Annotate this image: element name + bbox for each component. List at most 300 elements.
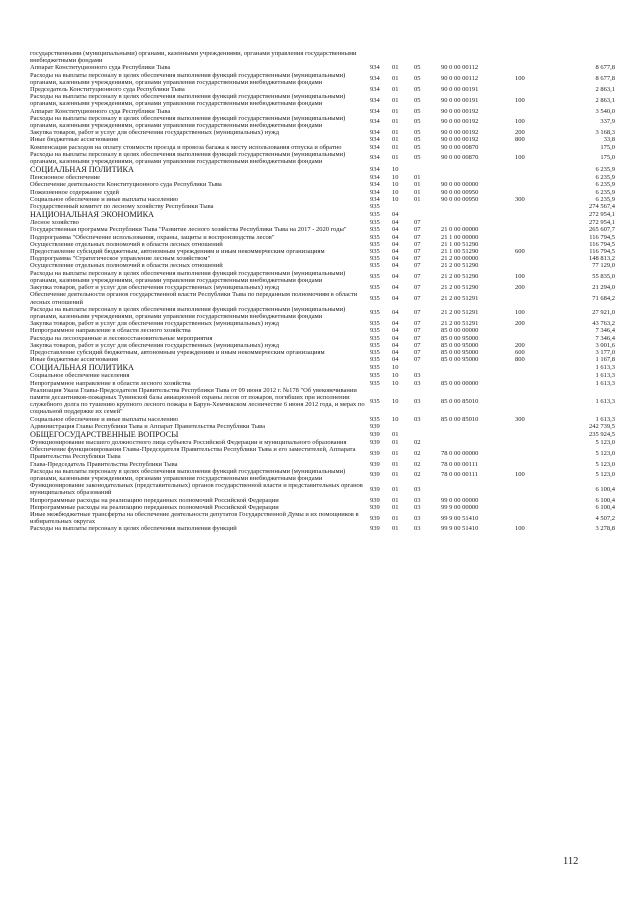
table-row [30,241,615,248]
row-name: Государственная программа Республики Тыва "Развитие лесного хозяйства Республики Тыва на 2017 - 2020 годы" [30,226,347,234]
target-article: 90 0 00 00191 [441,86,479,94]
subsection-code: 07 [414,327,421,335]
amount: 5 123,0 [595,438,615,446]
table-row [30,525,615,532]
target-article: 21 0 00 00000 [441,226,479,234]
dept-code: 935 [370,203,380,211]
table-row [30,511,615,525]
section-code: 10 [392,166,399,174]
amount: 6 235,9 [595,166,615,174]
subsection-code: 05 [414,64,421,72]
section-code: 01 [392,449,399,457]
dept-code: 939 [370,460,380,468]
expense-type [515,181,551,188]
table-row [30,248,615,255]
amount: 7 346,4 [595,334,615,342]
target-article: 85 0 00 95000 [441,341,479,349]
target-article [441,174,515,181]
dept-code: 935 [370,262,380,270]
dept-code: 935 [370,397,380,405]
expense-type [515,291,551,305]
table-row [30,226,615,233]
table-row [30,196,615,203]
section-code: 04 [392,294,399,302]
amount: 6 235,9 [595,195,615,203]
amount: 1 613,3 [595,397,615,405]
subsection-code: 07 [414,255,421,263]
subsection-code: 07 [414,284,421,292]
expense-type: 100 [515,471,525,479]
section-code: 01 [392,460,399,468]
dept-code: 934 [370,174,380,182]
subsection-code: 03 [414,415,421,423]
row-name: Закупка товаров, работ и услуг для обеспечения государственных (муниципальных) нужд [30,320,280,328]
amount: 1 167,8 [595,356,615,364]
target-article: 99 0 00 00000 [441,496,479,504]
section-code: 01 [392,503,399,511]
table-row [30,430,615,439]
section-code: 04 [392,320,399,328]
amount: 21 294,0 [592,284,615,292]
amount: 33,8 [603,136,615,144]
amount: 2 863,1 [595,86,615,94]
expense-type [515,234,551,241]
expense-type [515,423,551,430]
section-code: 04 [392,273,399,281]
row-name: Лесное хозяйство [30,219,79,227]
dept-code: 939 [370,514,380,522]
expense-type [515,241,551,248]
expense-type [515,86,551,93]
section-code: 10 [392,181,399,189]
target-article: 21 2 00 51291 [441,294,479,302]
dept-code: 935 [370,294,380,302]
section-code: 01 [392,143,399,151]
expense-type [515,461,551,468]
section-code: 04 [392,341,399,349]
table-row [30,270,615,284]
row-name: Социальное обеспечение населения [30,372,130,380]
dept-code: 935 [370,364,380,372]
table-row [30,497,615,504]
dept-code: 939 [370,438,380,446]
target-article: 78 0 00 00111 [441,471,478,479]
dept-code: 939 [370,471,380,479]
section-code: 01 [392,514,399,522]
dept-code: 935 [370,211,380,219]
amount: 6 235,9 [595,181,615,189]
row-name: Расходы на выплаты персоналу в целях обеспечения выполнения функций государственными (муниципальными) органами, казенными учреждениями, органами управления государственными внебюджетными фондами [30,71,346,86]
table-row [30,439,615,446]
dept-code: 935 [370,320,380,328]
subsection-code: 05 [414,107,421,115]
table-row [30,136,615,143]
expense-type: 800 [515,136,525,144]
section-code: 04 [392,356,399,364]
amount: 43 763,2 [592,320,615,328]
expense-type [515,335,551,342]
table-row [30,181,615,188]
expense-type: 200 [515,129,525,137]
table-row [30,446,615,460]
row-name: ОБЩЕГОСУДАРСТВЕННЫЕ ВОПРОСЫ [30,429,179,439]
section-code: 01 [392,471,399,479]
expense-type: 100 [515,309,525,317]
subsection-code: 07 [414,341,421,349]
dept-code: 939 [370,525,380,533]
subsection-code: 07 [414,226,421,234]
row-name: Расходы на выплаты персоналу в целях обеспечения выполнения функций государственными (муниципальными) органами, казенными учреждениями, органами управления государственными внебюджетными фондами [30,305,346,320]
amount: 265 607,7 [589,226,615,234]
amount: 242 739,5 [589,422,615,430]
subsection-code: 05 [414,129,421,137]
dept-code: 935 [370,341,380,349]
section-code: 01 [392,496,399,504]
subsection-code: 03 [414,372,421,380]
amount: 27 921,0 [592,309,615,317]
subsection-code: 01 [414,195,421,203]
section-code: 01 [392,96,399,104]
expense-type [515,210,551,219]
expense-type: 100 [515,273,525,281]
dept-code: 939 [370,496,380,504]
row-name: Государственный комитет по лесному хозяйству Республики Тыва [30,203,214,211]
row-name: Осуществление отдельных полномочий в области лесных отношений [30,240,223,248]
expense-type: 300 [515,415,525,423]
row-name: Иные межбюджетные трансферты на обеспечение деятельности депутатов Государственной Думы и их помощников в избирательных округах [30,510,359,526]
target-article [441,165,515,174]
row-name: Аппарат Конституционного суда Республики Тыва [30,64,171,72]
table-row [30,129,615,136]
amount: 175,0 [600,154,615,162]
row-name: Осуществление отдельных полномочий в области лесных отношений [30,262,223,270]
subsection-code [414,430,441,439]
section-code: 01 [392,430,399,438]
expense-type [515,430,551,439]
row-name: Закупка товаров, работ и услуг для обеспечения государственных (муниципальных) нужд [30,129,280,137]
table-row [30,210,615,219]
dept-code: 935 [370,273,380,281]
row-name: Расходы на выплаты персоналу в целях обеспечения выполнения функций [30,525,237,533]
expense-type: 600 [515,248,525,256]
amount: 5 123,0 [595,449,615,457]
expense-type [515,482,551,496]
subsection-code: 03 [414,379,421,387]
amount: 6 100,4 [595,485,615,493]
table-row [30,416,615,423]
expense-type [515,50,551,64]
dept-code [370,50,392,64]
table-row [30,50,615,64]
dept-code: 935 [370,240,380,248]
section-code: 04 [392,284,399,292]
dept-code: 934 [370,181,380,189]
section-code: 01 [392,64,399,72]
expense-type [515,189,551,196]
expense-type [515,497,551,504]
budget-page [30,50,615,533]
amount: 5 123,0 [595,460,615,468]
row-name: Расходы на выплаты персоналу в целях обеспечения выполнения функций государственными (муниципальными) органами, казенными учреждениями, органами управления государственными внебюджетными фондами [30,467,346,482]
subsection-code: 07 [414,320,421,328]
expense-type [515,327,551,334]
table-row [30,151,615,165]
target-article: 21 2 00 00000 [441,255,479,263]
table-row [30,342,615,349]
dept-code: 935 [370,248,380,256]
target-article: 99 9 00 51410 [441,514,479,522]
section-code: 04 [392,309,399,317]
expense-type [515,226,551,233]
section-code: 01 [392,86,399,94]
table-row [30,291,615,305]
subsection-code: 05 [414,96,421,104]
amount: 116 794,5 [589,248,615,256]
table-row [30,108,615,115]
amount: 3 168,3 [595,129,615,137]
table-row [30,189,615,196]
row-name: Компенсация расходов на оплату стоимости проезда и провоза багажа к месту использования отпуска и обратно [30,143,342,151]
dept-code: 935 [370,309,380,317]
section-code: 10 [392,379,399,387]
dept-code: 934 [370,86,380,94]
row-name: Расходы на выплаты персоналу в целях обеспечения выполнения функций государственными (муниципальными) органами, казенными учреждениями, органами управления государственными внебюджетными фондами [30,93,346,108]
dept-code: 934 [370,195,380,203]
row-name: Иные бюджетные ассигнования [30,356,119,364]
section-code: 04 [392,248,399,256]
table-row [30,262,615,269]
dept-code: 934 [370,136,380,144]
amount: 55 835,0 [592,273,615,281]
target-article [441,430,515,439]
target-article: 21 1 00 51290 [441,240,479,248]
section-code: 01 [392,154,399,162]
amount: 272 954,1 [589,219,615,227]
target-article [441,50,515,64]
expense-type [515,108,551,115]
section-code: 10 [392,372,399,380]
target-article: 85 0 00 00000 [441,379,479,387]
expense-type [515,174,551,181]
subsection-code: 07 [414,219,421,227]
section-code: 04 [392,327,399,335]
section-code: 10 [392,174,399,182]
table-row [30,482,615,496]
expense-type [515,144,551,151]
section-code: 04 [392,211,399,219]
target-article: 21 2 00 51290 [441,273,479,281]
expense-type: 100 [515,75,525,83]
section-code: 10 [392,195,399,203]
dept-code: 934 [370,188,380,196]
row-name: Непрограммные расходы на реализацию переданных полномочий Российской Федерации [30,503,279,511]
subsection-code: 03 [414,496,421,504]
amount: 8 677,8 [595,75,615,83]
dept-code: 934 [370,154,380,162]
target-article [441,203,515,210]
amount: 337,9 [600,118,615,126]
row-name: Подпрограмма "Стратегическое управление лесным хозяйством" [30,255,211,263]
table-row [30,86,615,93]
subsection-code [414,203,441,210]
amount: 5 123,0 [595,471,615,479]
section-code: 04 [392,219,399,227]
row-name: Социальное обеспечение и иные выплаты населению [30,415,179,423]
subsection-code: 05 [414,75,421,83]
expense-type [515,363,551,372]
target-article [441,363,515,372]
table-row [30,72,615,86]
row-name: Социальное обеспечение и иные выплаты населению [30,195,179,203]
subsection-code: 07 [414,309,421,317]
table-row [30,320,615,327]
dept-code: 934 [370,166,380,174]
row-name: Реализация Указа Главы-Председателя Правительства Республики Тыва от 09 июня 2012 г. №178 "Об увековечивании памяти десантников-пожарных Тувинской базы авиационной охраны лесов от пожаров, погибших при исполнении служебного долга по тушению крупного лесного пожара в Барун-Хемчикском лесничестве 6 июня 2012 года, и мерах по социальной поддержке их семей" [30,386,365,416]
dept-code: 934 [370,107,380,115]
expense-type: 200 [515,341,525,349]
table-row [30,93,615,107]
section-code [392,50,414,64]
section-code: 04 [392,262,399,270]
table-row [30,255,615,262]
target-article: 21 2 00 51291 [441,320,479,328]
expense-type [515,446,551,460]
subsection-code: 01 [414,174,421,182]
target-article: 90 0 00 00870 [441,154,479,162]
amount: 175,0 [600,143,615,151]
expense-type [515,372,551,379]
dept-code: 939 [370,485,380,493]
target-article: 90 0 00 00192 [441,107,479,115]
dept-code: 935 [370,372,380,380]
section-code: 01 [392,118,399,126]
target-article [441,439,515,446]
expense-type [515,387,551,416]
subsection-code [414,165,441,174]
section-code: 01 [392,107,399,115]
section-code: 01 [392,525,399,533]
dept-code: 935 [370,348,380,356]
row-name: Глава-Председатель Правительства Республики Тыва [30,460,178,468]
subsection-code [414,50,441,64]
page-number: 112 [563,856,579,867]
row-name: Закупка товаров, работ и услуг для обеспечения государственных (муниципальных) нужд [30,284,280,292]
row-name: Функционирование высшего должностного лица субъекта Российской Федерации и муниципального образования [30,438,347,446]
dept-code: 935 [370,284,380,292]
subsection-code: 05 [414,136,421,144]
target-article: 90 0 00 00000 [441,181,479,189]
amount: 6 235,9 [595,188,615,196]
target-article: 85 0 00 85010 [441,415,479,423]
dept-code: 935 [370,226,380,234]
row-name: Предоставление субсидий бюджетным, автономным учреждениям и иным некоммерческим организациям [30,248,325,256]
target-article: 21 1 00 51290 [441,248,479,256]
target-article: 99 9 00 51410 [441,525,479,533]
section-code [392,203,414,210]
expense-type [515,504,551,511]
row-name: Подпрограмма "Обеспечение использования, охраны, защиты и воспроизводства лесов" [30,233,275,241]
table-row [30,165,615,174]
section-code: 04 [392,255,399,263]
subsection-code: 02 [414,460,421,468]
table-row [30,64,615,71]
subsection-code: 02 [414,438,421,446]
section-code: 01 [392,438,399,446]
target-article: 90 0 00 00112 [441,64,479,72]
subsection-code: 05 [414,86,421,94]
section-code: 01 [392,129,399,137]
budget-table [30,50,615,533]
expense-type: 100 [515,154,525,162]
amount: 77 129,0 [592,262,615,270]
table-row [30,380,615,387]
table-row [30,234,615,241]
table-row [30,144,615,151]
section-code: 04 [392,334,399,342]
section-code: 10 [392,188,399,196]
row-name: Функционирование законодательных (представительных) органов государственной власти и представительных органов муниципальных образований [30,482,363,497]
amount: 116 794,5 [589,233,615,241]
expense-type: 300 [515,195,525,203]
table-row [30,349,615,356]
dept-code: 934 [370,75,380,83]
amount: 2 863,1 [595,96,615,104]
target-article: 90 0 00 00192 [441,136,479,144]
table-row [30,387,615,416]
row-name: Аппарат Конституционного суда Республики Тыва [30,107,171,115]
section-code: 01 [392,75,399,83]
subsection-code: 07 [414,233,421,241]
expense-type [515,165,551,174]
dept-code: 935 [370,233,380,241]
expense-type: 100 [515,525,525,533]
row-name: Непрограммное направление в области лесного хозяйства [30,327,191,335]
row-name: Иные бюджетные ассигнования [30,136,119,144]
target-article: 78 0 00 00111 [441,460,478,468]
expense-type: 200 [515,320,525,328]
dept-code: 934 [370,96,380,104]
amount: 6 100,4 [595,496,615,504]
subsection-code: 05 [414,154,421,162]
amount: 1 613,3 [595,415,615,423]
expense-type [515,262,551,269]
expense-type: 100 [515,96,525,104]
table-row [30,468,615,482]
amount: 3 001,6 [595,341,615,349]
section-code [392,423,414,430]
row-name: СОЦИАЛЬНАЯ ПОЛИТИКА [30,165,134,175]
subsection-code [414,423,441,430]
row-name: Обеспечение функционирования Главы-Председателя Правительства Республики Тыва и его заместителей, Аппарата Правительства Республики Тыва [30,446,356,461]
target-article [441,372,515,379]
subsection-code [414,210,441,219]
expense-type [515,439,551,446]
dept-code: 934 [370,64,380,72]
dept-code: 935 [370,255,380,263]
table-row [30,335,615,342]
row-name: Расходы на лесоохранные и лесовосстановительные мероприятия [30,334,213,342]
subsection-code: 03 [414,397,421,405]
table-row [30,504,615,511]
target-article [441,482,515,496]
dept-code: 935 [370,379,380,387]
dept-code: 935 [370,219,380,227]
expense-type [515,511,551,525]
expense-type [515,380,551,387]
target-article: 85 0 00 95000 [441,356,479,364]
target-article: 90 0 00 00192 [441,129,479,137]
subsection-code [414,363,441,372]
